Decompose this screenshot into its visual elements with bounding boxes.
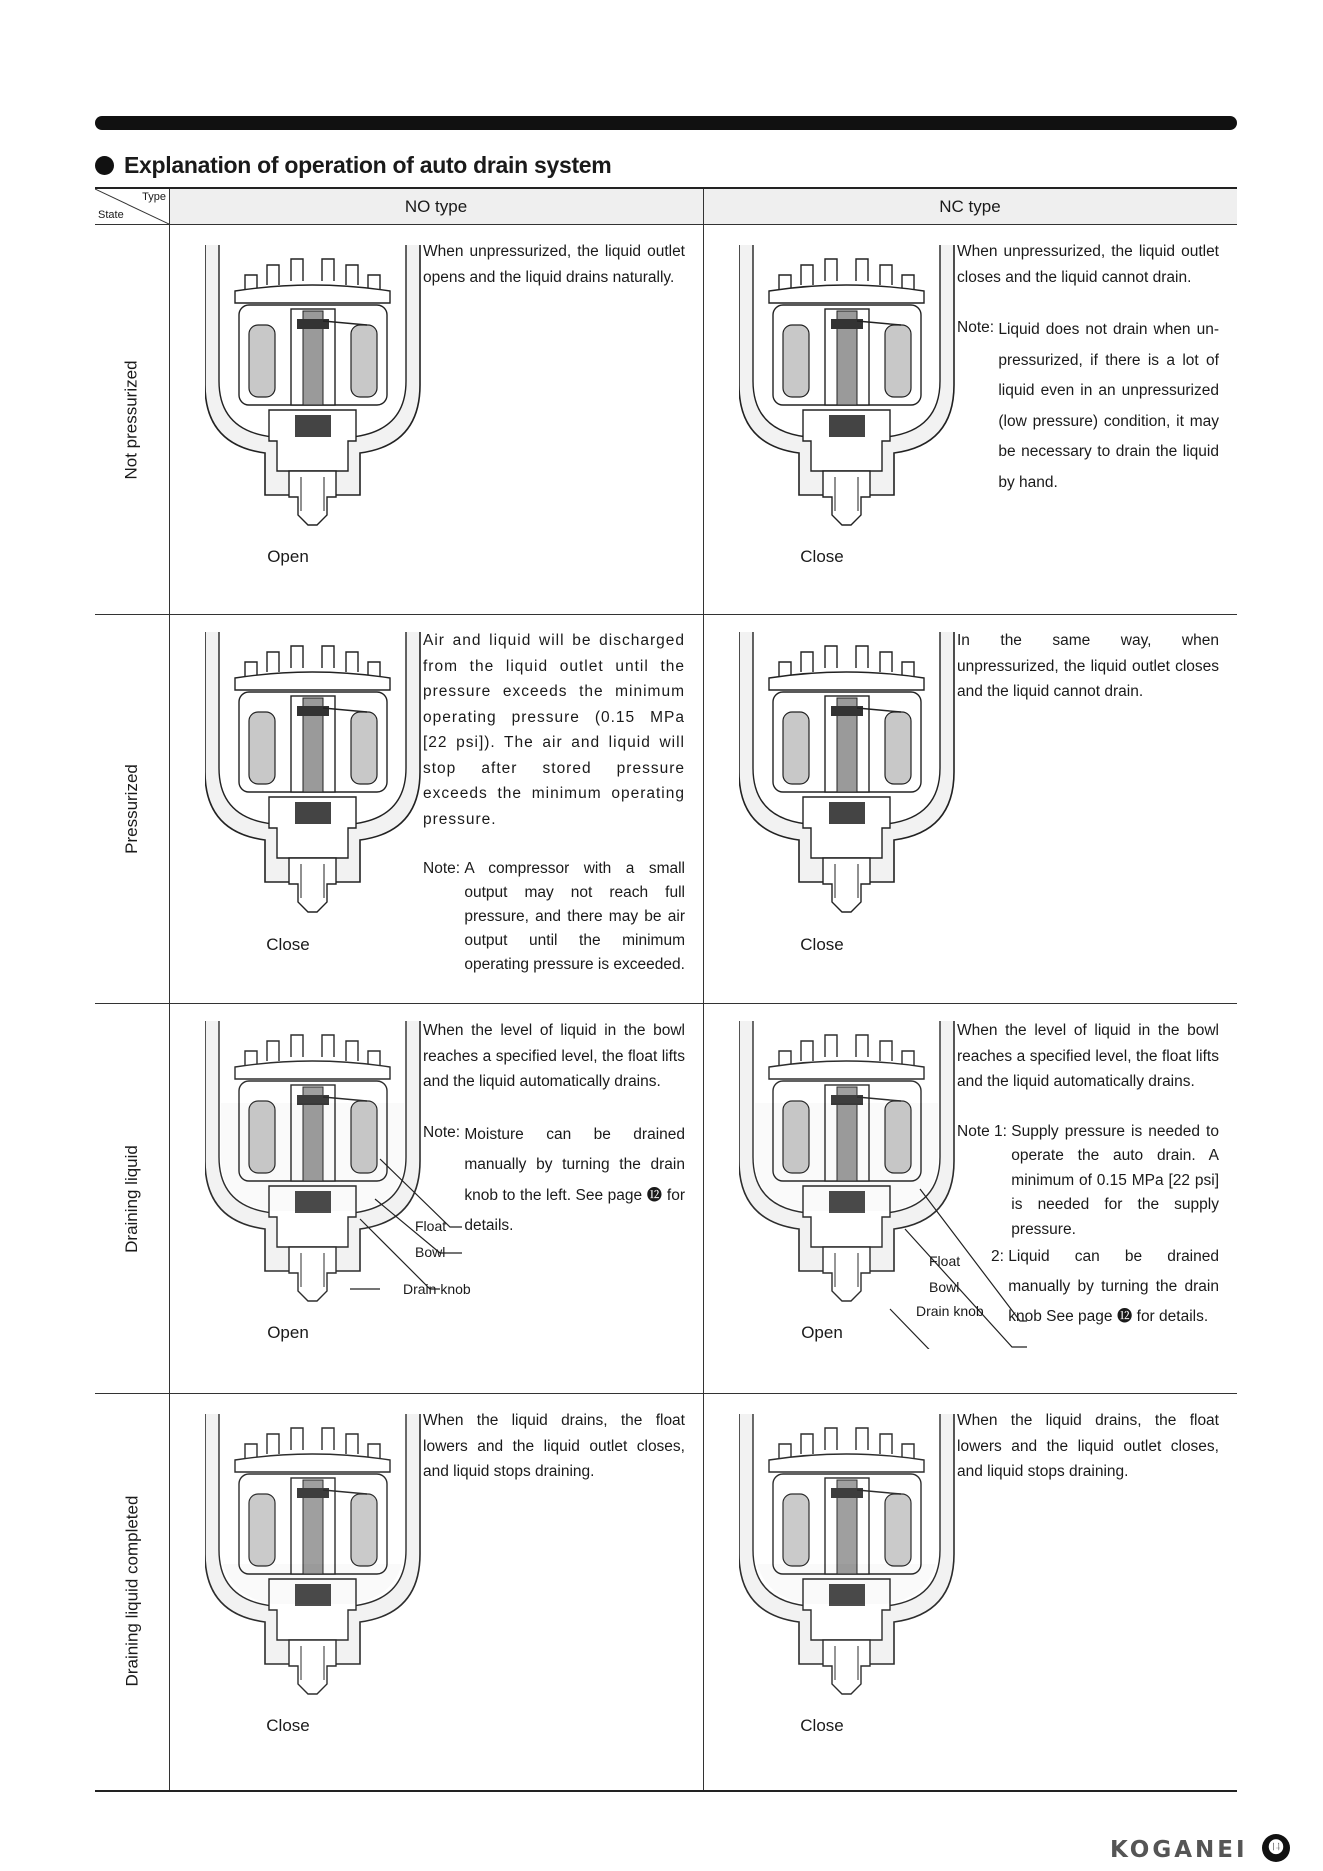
nc-type-status: Close xyxy=(800,1716,844,1735)
row-divider xyxy=(95,614,1237,615)
nc-type-pressurized-diagram xyxy=(739,632,959,922)
operation-table xyxy=(95,187,1237,1792)
column-divider xyxy=(169,189,170,1790)
row-label-draining-completed: Draining liquid completed xyxy=(122,1495,142,1687)
no-type-not-pressurized-diagram xyxy=(205,245,425,535)
note: Note: Moisture can be drained manually by turning the drain knob to the left. See page ⓬ for details. xyxy=(423,1123,685,1234)
row-label-draining-liquid: Draining liquid xyxy=(122,1144,142,1253)
row-divider xyxy=(95,224,1237,225)
page-title: Explanation of operation of auto drain system xyxy=(124,151,612,178)
note-2: 2: Liquid can be drained manually by turning the drain knob See page ⓬ for details. xyxy=(991,1248,1219,1325)
row-label-not-pressurized: Not pressurized xyxy=(122,359,141,480)
note: Note: Liquid does not drain when un-pressurized, if there is a lot of liquid even in an unpressurized (low pressure) condition, it may be necessary to drain the liquid by hand. xyxy=(957,319,1219,491)
brand-logo: KOGANEI xyxy=(1110,1837,1248,1863)
no-type-status: Close xyxy=(266,935,310,954)
nc-type-status: Close xyxy=(800,547,844,566)
table-corner xyxy=(95,189,169,224)
corner-state-label: State xyxy=(98,209,124,221)
callout-bowl: Bowl xyxy=(415,1244,446,1260)
no-type-pressurized-diagram xyxy=(205,632,425,922)
callout-drain-knob: Drain knob xyxy=(403,1281,471,1297)
row-divider xyxy=(95,1393,1237,1394)
callout-bowl: Bowl xyxy=(929,1279,960,1295)
callout-drain-knob: Drain knob xyxy=(916,1303,984,1319)
top-rule xyxy=(95,116,1237,130)
nc-type-status: Close xyxy=(800,935,844,954)
nc-type-description: When the level of liquid in the bowl reaches a specified level, the float lifts and the liquid automatically drains. Note 1: Supply pressure is needed to operate the auto drain. A minimum of 0.15 MPa [22 psi] is needed for the supply pressure. 2: Liquid can be drained manually by turning the drain knob See page ⓬ for details. xyxy=(957,1018,1219,1332)
row-label-pressurized: Pressurized xyxy=(122,764,142,854)
column-header-no-type: NO type xyxy=(404,197,468,216)
no-type-description: When the liquid drains, the float lowers and the liquid outlet closes, and liquid stops draining. xyxy=(423,1412,685,1480)
nc-type-completed-diagram xyxy=(739,1414,959,1704)
no-type-status: Close xyxy=(266,1716,310,1735)
corner-type-label: Type xyxy=(142,191,166,203)
no-type-description: When the level of liquid in the bowl reaches a specified level, the float lifts and the liquid automatically drains. Note: Moisture can be drained manually by turning the drain knob to the left. See page ⓬ for details. xyxy=(423,1018,685,1242)
no-type-status: Open xyxy=(267,547,309,566)
note: Note: A compressor with a small output may not reach full pressure, and there may be air output until the minimum operating pressure is exceeded. xyxy=(423,860,685,973)
nc-type-description: In the same way, when unpressurized, the liquid outlet closes and the liquid cannot drain. xyxy=(957,632,1219,700)
callout-float: Float xyxy=(415,1218,447,1234)
row-divider xyxy=(95,1003,1237,1004)
nc-type-description: When unpressurized, the liquid outlet closes and the liquid cannot drain. Note: Liquid does not drain when un-pressurized, if there is a lot of liquid even in an unpressurized (low pressure) condition, it may be necessary to drain the liquid by hand. xyxy=(957,239,1219,498)
bullet-icon xyxy=(95,156,114,175)
page-number: ⓮ xyxy=(1262,1834,1290,1862)
note-1: Note 1: Supply pressure is needed to operate the auto drain. A minimum of 0.15 MPa [22 psi] is needed for the supply pressure. xyxy=(957,1122,1219,1238)
no-type-completed-diagram xyxy=(205,1414,425,1704)
nc-type-description: When the liquid drains, the float lowers and the liquid outlet closes, and liquid stops draining. xyxy=(957,1412,1219,1480)
column-divider xyxy=(703,189,704,1790)
nc-type-not-pressurized-diagram xyxy=(739,245,959,535)
section-heading xyxy=(95,150,611,180)
no-type-description: When unpressurized, the liquid outlet opens and the liquid drains naturally. xyxy=(423,243,685,286)
column-header-nc-type: NC type xyxy=(939,197,1001,216)
no-type-status: Open xyxy=(267,1323,309,1342)
no-type-description: Air and liquid will be discharged from the liquid outlet until the pressure exceeds the minimum operating pressure (0.15 MPa [22 psi]). The air and liquid will stop after stored pressure exceeds the minimum operating pressure. Note: A compressor with a small output may not reach full pressure, and there may be air output until the minimum operating pressure is exceeded. xyxy=(423,628,685,977)
callout-float: Float xyxy=(929,1253,961,1269)
nc-type-status: Open xyxy=(801,1323,843,1342)
